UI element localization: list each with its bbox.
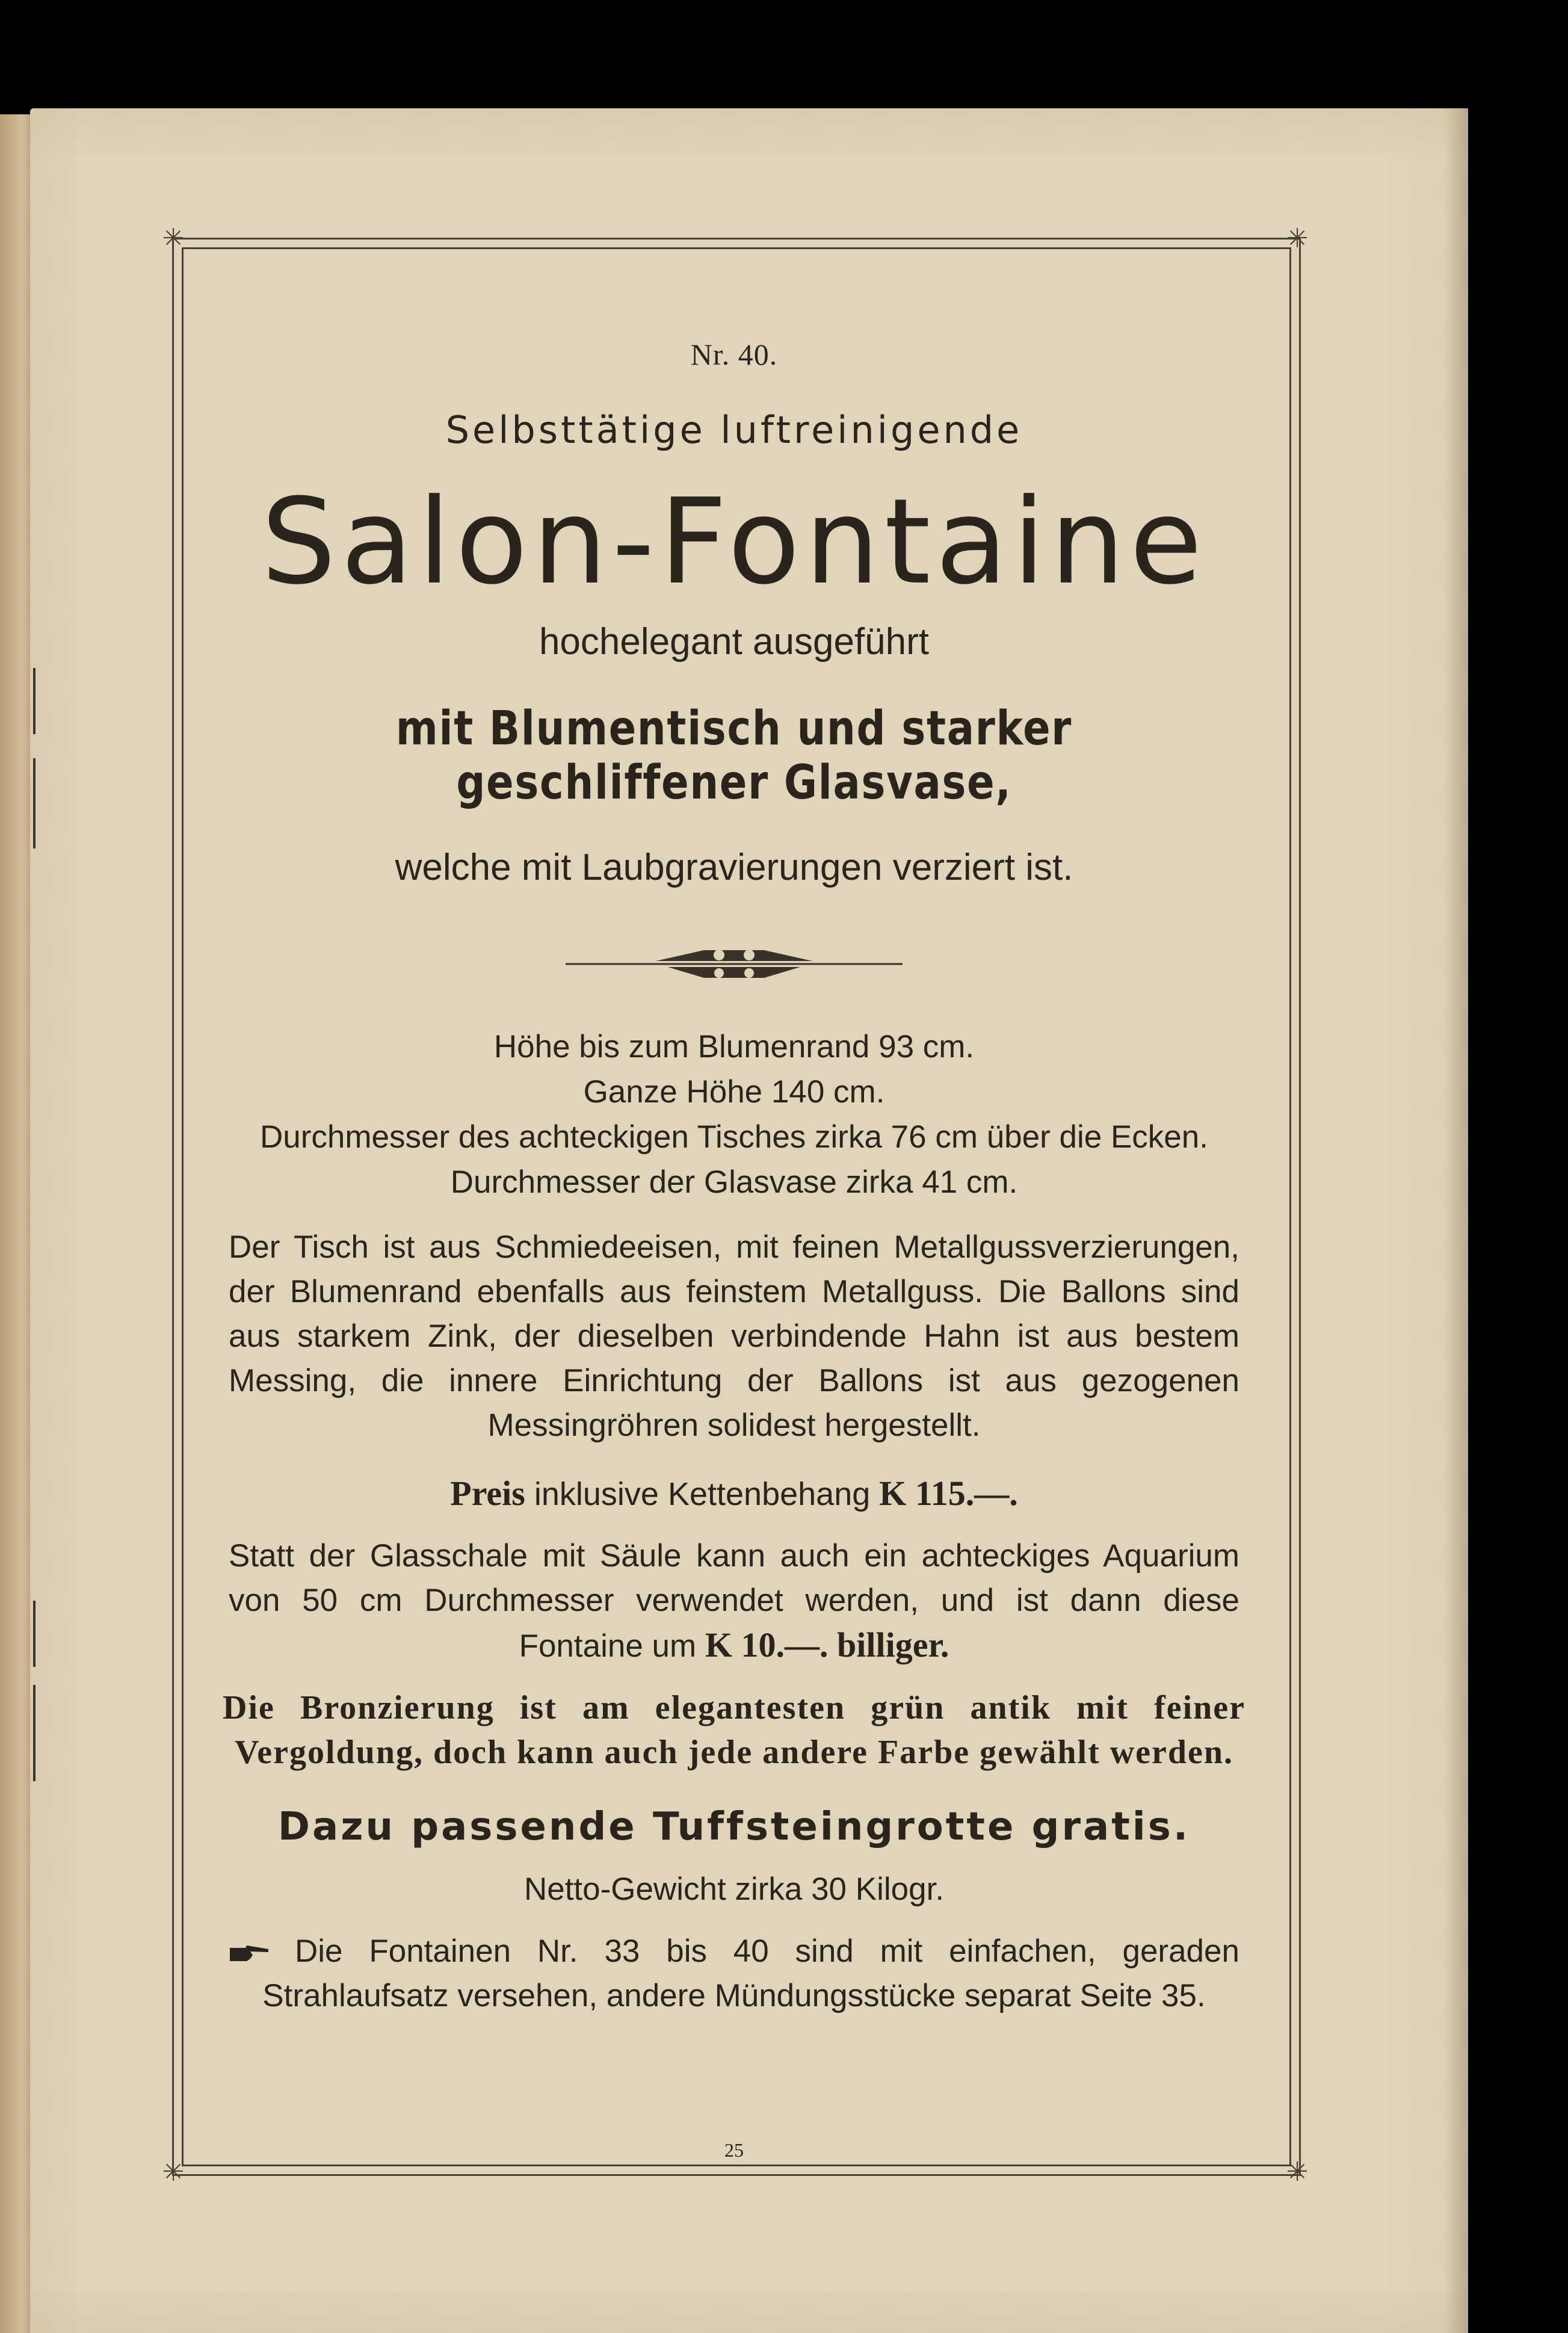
grotto-offer: Dazu passende Tuffsteingrotte gratis. [277,1805,1191,1849]
binding-mark [33,1685,35,1781]
corner-ornament-icon: ✳ [162,2157,185,2187]
corner-ornament-icon: ✳ [1286,223,1309,254]
net-weight: Netto-Gewicht zirka 30 Kilogr. [523,1871,945,1907]
corner-ornament-icon: ✳ [162,223,185,254]
price-line [199,1473,1270,1513]
table-line: mit Blumentisch und starker geschliffener Glasvase, [395,702,1073,810]
spec-line: Durchmesser des achteckigen Tisches zirka 76 cm über die Ecken. [260,1119,1208,1155]
price-text: inklusive Kettenbehang [534,1476,871,1512]
dimensions-list [199,1024,1270,1205]
binding-mark [33,758,35,848]
subtitle: Selbsttätige luftreinigende [445,408,1023,452]
bronzing-paragraph: Die Bronzierung ist am elegantesten grün antik mit feiner Vergoldung, doch kann auch jede andere Farbe gewählt werden. [223,1689,1245,1771]
aquarium-text: Statt der Glasschale mit Säule kann auch ein achteckiges Aquarium von 50 cm Durchmesser verwendet werden, und ist dann diese Fontaine um [229,1538,1239,1664]
finish-line: hochelegant ausgeführt [539,621,930,663]
binding-mark [33,668,35,734]
page-number: 25 [724,2139,744,2161]
vase-line: welche mit Laubgravierungen verziert ist. [395,847,1073,888]
aquarium-discount: K 10.—. billiger. [705,1625,949,1664]
pointing-hand-icon [229,1943,271,1964]
page-title: Salon-Fontaine [261,474,1207,611]
description-paragraph: Der Tisch ist aus Schmiedeeisen, mit feinen Metallgussverzierungen, der Blumenrand ebenfalls aus feinstem Metallguss. Die Ballons sind aus starkem Zink, der dieselben verbindende Hahn ist aus bestem Messing, die innere Einrichtung der Ballons ist aus gezogenen Messingröhren solidest hergestellt. [229,1229,1239,1443]
price-label: Preis [450,1474,525,1513]
binding-mark [33,1601,35,1667]
aquarium-paragraph [229,1534,1239,1669]
page-content [199,325,1270,2018]
corner-ornament-icon: ✳ [1286,2157,1309,2187]
spec-line: Höhe bis zum Blumenrand 93 cm. [493,1029,975,1065]
note-text: Die Fontainen Nr. 33 bis 40 sind mit einfachen, geraden Strahlaufsatz versehen, andere Mündungsstücke separat Seite 35. [262,1933,1239,2013]
note-paragraph [229,1929,1239,2018]
item-number: Nr. 40. [690,338,778,371]
spec-line: Ganze Höhe 140 cm. [583,1074,885,1110]
price-amount: K 115.—. [879,1474,1018,1513]
spec-line: Durchmesser der Glasvase zirka 41 cm. [450,1164,1018,1200]
divider-ornament-icon [566,937,903,991]
